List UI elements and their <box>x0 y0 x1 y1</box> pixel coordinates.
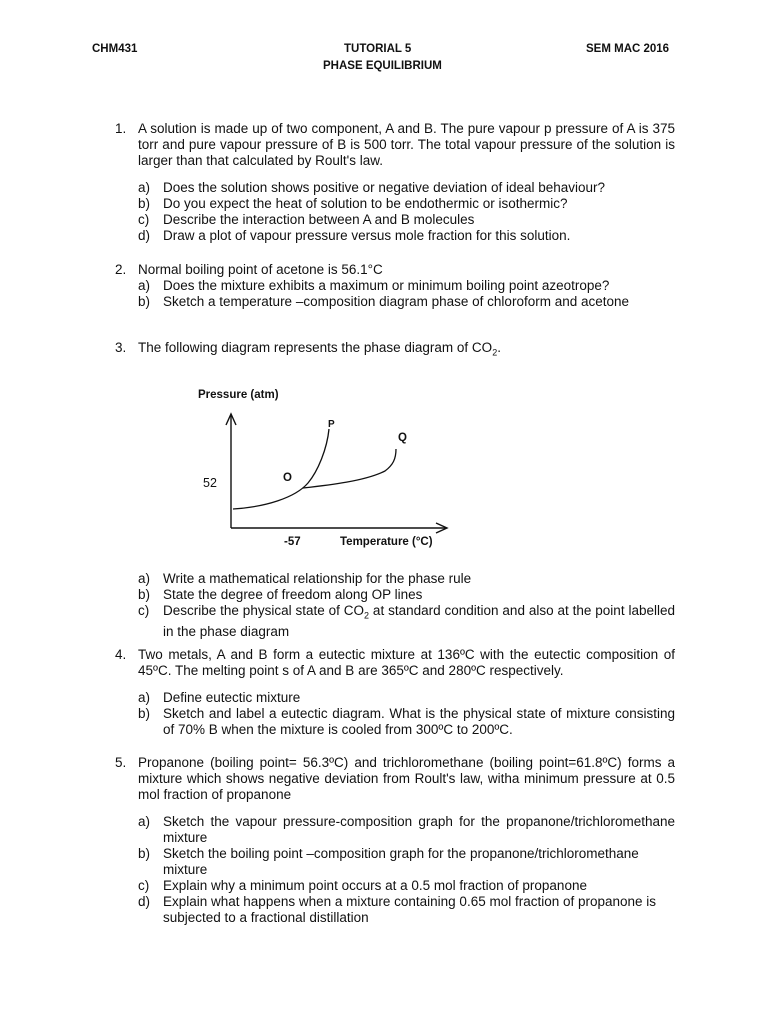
point-q-label: Q <box>398 432 407 444</box>
sub-question <box>138 878 675 894</box>
sub-question <box>138 180 675 196</box>
sub-question <box>138 846 675 878</box>
point-o-label: O <box>283 472 292 484</box>
sub-question <box>138 603 675 640</box>
sub-label: b) <box>138 846 151 861</box>
sub-text: Describe the interaction between A and B molecules <box>163 212 475 227</box>
x-axis-label: Temperature (°C) <box>340 536 433 548</box>
question-text: Two metals, A and B form a eutectic mixture at 136ºC with the eutectic composition of 45ºC. The melting point s of A and B are 365ºC and 280ºC respectively. <box>138 647 675 678</box>
sub-label: c) <box>138 878 150 893</box>
sub-question <box>138 706 675 738</box>
curve-op <box>233 429 329 509</box>
question-text: Normal boiling point of acetone is 56.1°C <box>138 262 383 277</box>
sub-label: c) <box>138 212 150 227</box>
sub-label: b) <box>138 294 151 309</box>
sub-question <box>138 196 675 212</box>
y-tick-label: 52 <box>203 476 217 490</box>
sub-text: Does the mixture exhibits a maximum or minimum boiling point azeotrope? <box>163 278 610 293</box>
sub-text: Explain what happens when a mixture containing 0.65 mol fraction of propanone is subjected to a fractional distillation <box>163 894 657 925</box>
sub-question <box>138 571 675 587</box>
sub-label: c) <box>138 603 150 618</box>
sub-label: a) <box>138 180 151 195</box>
sub-label: d) <box>138 228 151 243</box>
x-tick-label: -57 <box>284 536 301 548</box>
sub-label: b) <box>138 587 151 602</box>
sub-label: a) <box>138 814 151 829</box>
sub-question <box>138 814 675 846</box>
sub-question <box>138 894 675 926</box>
question-5 <box>115 755 675 926</box>
question-number: 2. <box>115 262 127 277</box>
question-4 <box>115 647 675 738</box>
sub-question <box>138 228 675 244</box>
sub-label: a) <box>138 571 151 586</box>
topic-title: PHASE EQUILIBRIUM <box>323 60 442 72</box>
question-text: The following diagram represents the phase diagram of $CO_2$. <box>138 340 501 358</box>
sub-text: Sketch the vapour pressure-composition graph for the propanone/trichloromethane mixture <box>163 814 675 845</box>
sub-text: Do you expect the heat of solution to be endothermic or isothermic? <box>163 196 568 211</box>
question-3-parts <box>115 571 675 640</box>
semester-label: SEM MAC 2016 <box>586 43 670 55</box>
sub-text: Write a mathematical relationship for the phase rule <box>163 571 472 586</box>
sub-text: Sketch a temperature –composition diagram phase of chloroform and acetone <box>163 294 630 309</box>
question-1 <box>115 121 675 244</box>
sub-text: Sketch the boiling point –composition graph for the propanone/trichloromethane mixture <box>163 846 639 877</box>
sub-label: b) <box>138 706 151 721</box>
sub-question <box>138 212 675 228</box>
y-axis-label: Pressure (atm) <box>198 389 279 401</box>
sub-question <box>138 278 675 294</box>
question-text: Propanone (boiling point= 56.3ºC) and trichloromethane (boiling point=61.8ºC) forms a mixture which shows negative deviation from Roult's law, witha minimum pressure at 0.5 mol fraction of propanone <box>138 755 675 802</box>
phase-diagram-svg <box>190 385 460 555</box>
sub-text: State the degree of freedom along OP lines <box>163 587 423 602</box>
sub-text: Define eutectic mixture <box>163 690 301 705</box>
sub-text: Explain why a minimum point occurs at a 0.5 mol fraction of propanone <box>163 878 587 893</box>
point-p-label: P <box>328 419 335 430</box>
question-number: 1. <box>115 121 127 136</box>
question-text: A solution is made up of two component, A and B. The pure vapour p pressure of A is 375 torr and pure vapour pressure of B is 500 torr. The total vapour pressure of the solution is larger than that calculated by Roult's law. <box>138 121 675 168</box>
sub-text: Sketch and label a eutectic diagram. What is the physical state of mixture consisting of 70% B when the mixture is cooled from 300ºC to 200ºC. <box>163 706 675 737</box>
sub-label: b) <box>138 196 151 211</box>
sub-text: Describe the physical state of $CO_2$ at standard condition and also at the point labelled in the phase diagram <box>163 603 675 639</box>
sub-label: a) <box>138 278 151 293</box>
sub-question <box>138 294 675 310</box>
co2-phase-diagram <box>190 385 460 555</box>
question-number: 4. <box>115 647 127 662</box>
sub-text: Does the solution shows positive or negative deviation of ideal behaviour? <box>163 180 606 195</box>
question-2 <box>115 262 675 310</box>
sub-text: Draw a plot of vapour pressure versus mole fraction for this solution. <box>163 228 571 243</box>
sub-question <box>138 690 675 706</box>
sub-label: a) <box>138 690 151 705</box>
question-3 <box>115 340 675 361</box>
sub-question <box>138 587 675 603</box>
course-code: CHM431 <box>92 43 138 55</box>
tutorial-title: TUTORIAL 5 <box>344 43 412 55</box>
sub-label: d) <box>138 894 151 909</box>
question-number: 3. <box>115 340 127 355</box>
question-number: 5. <box>115 755 127 770</box>
